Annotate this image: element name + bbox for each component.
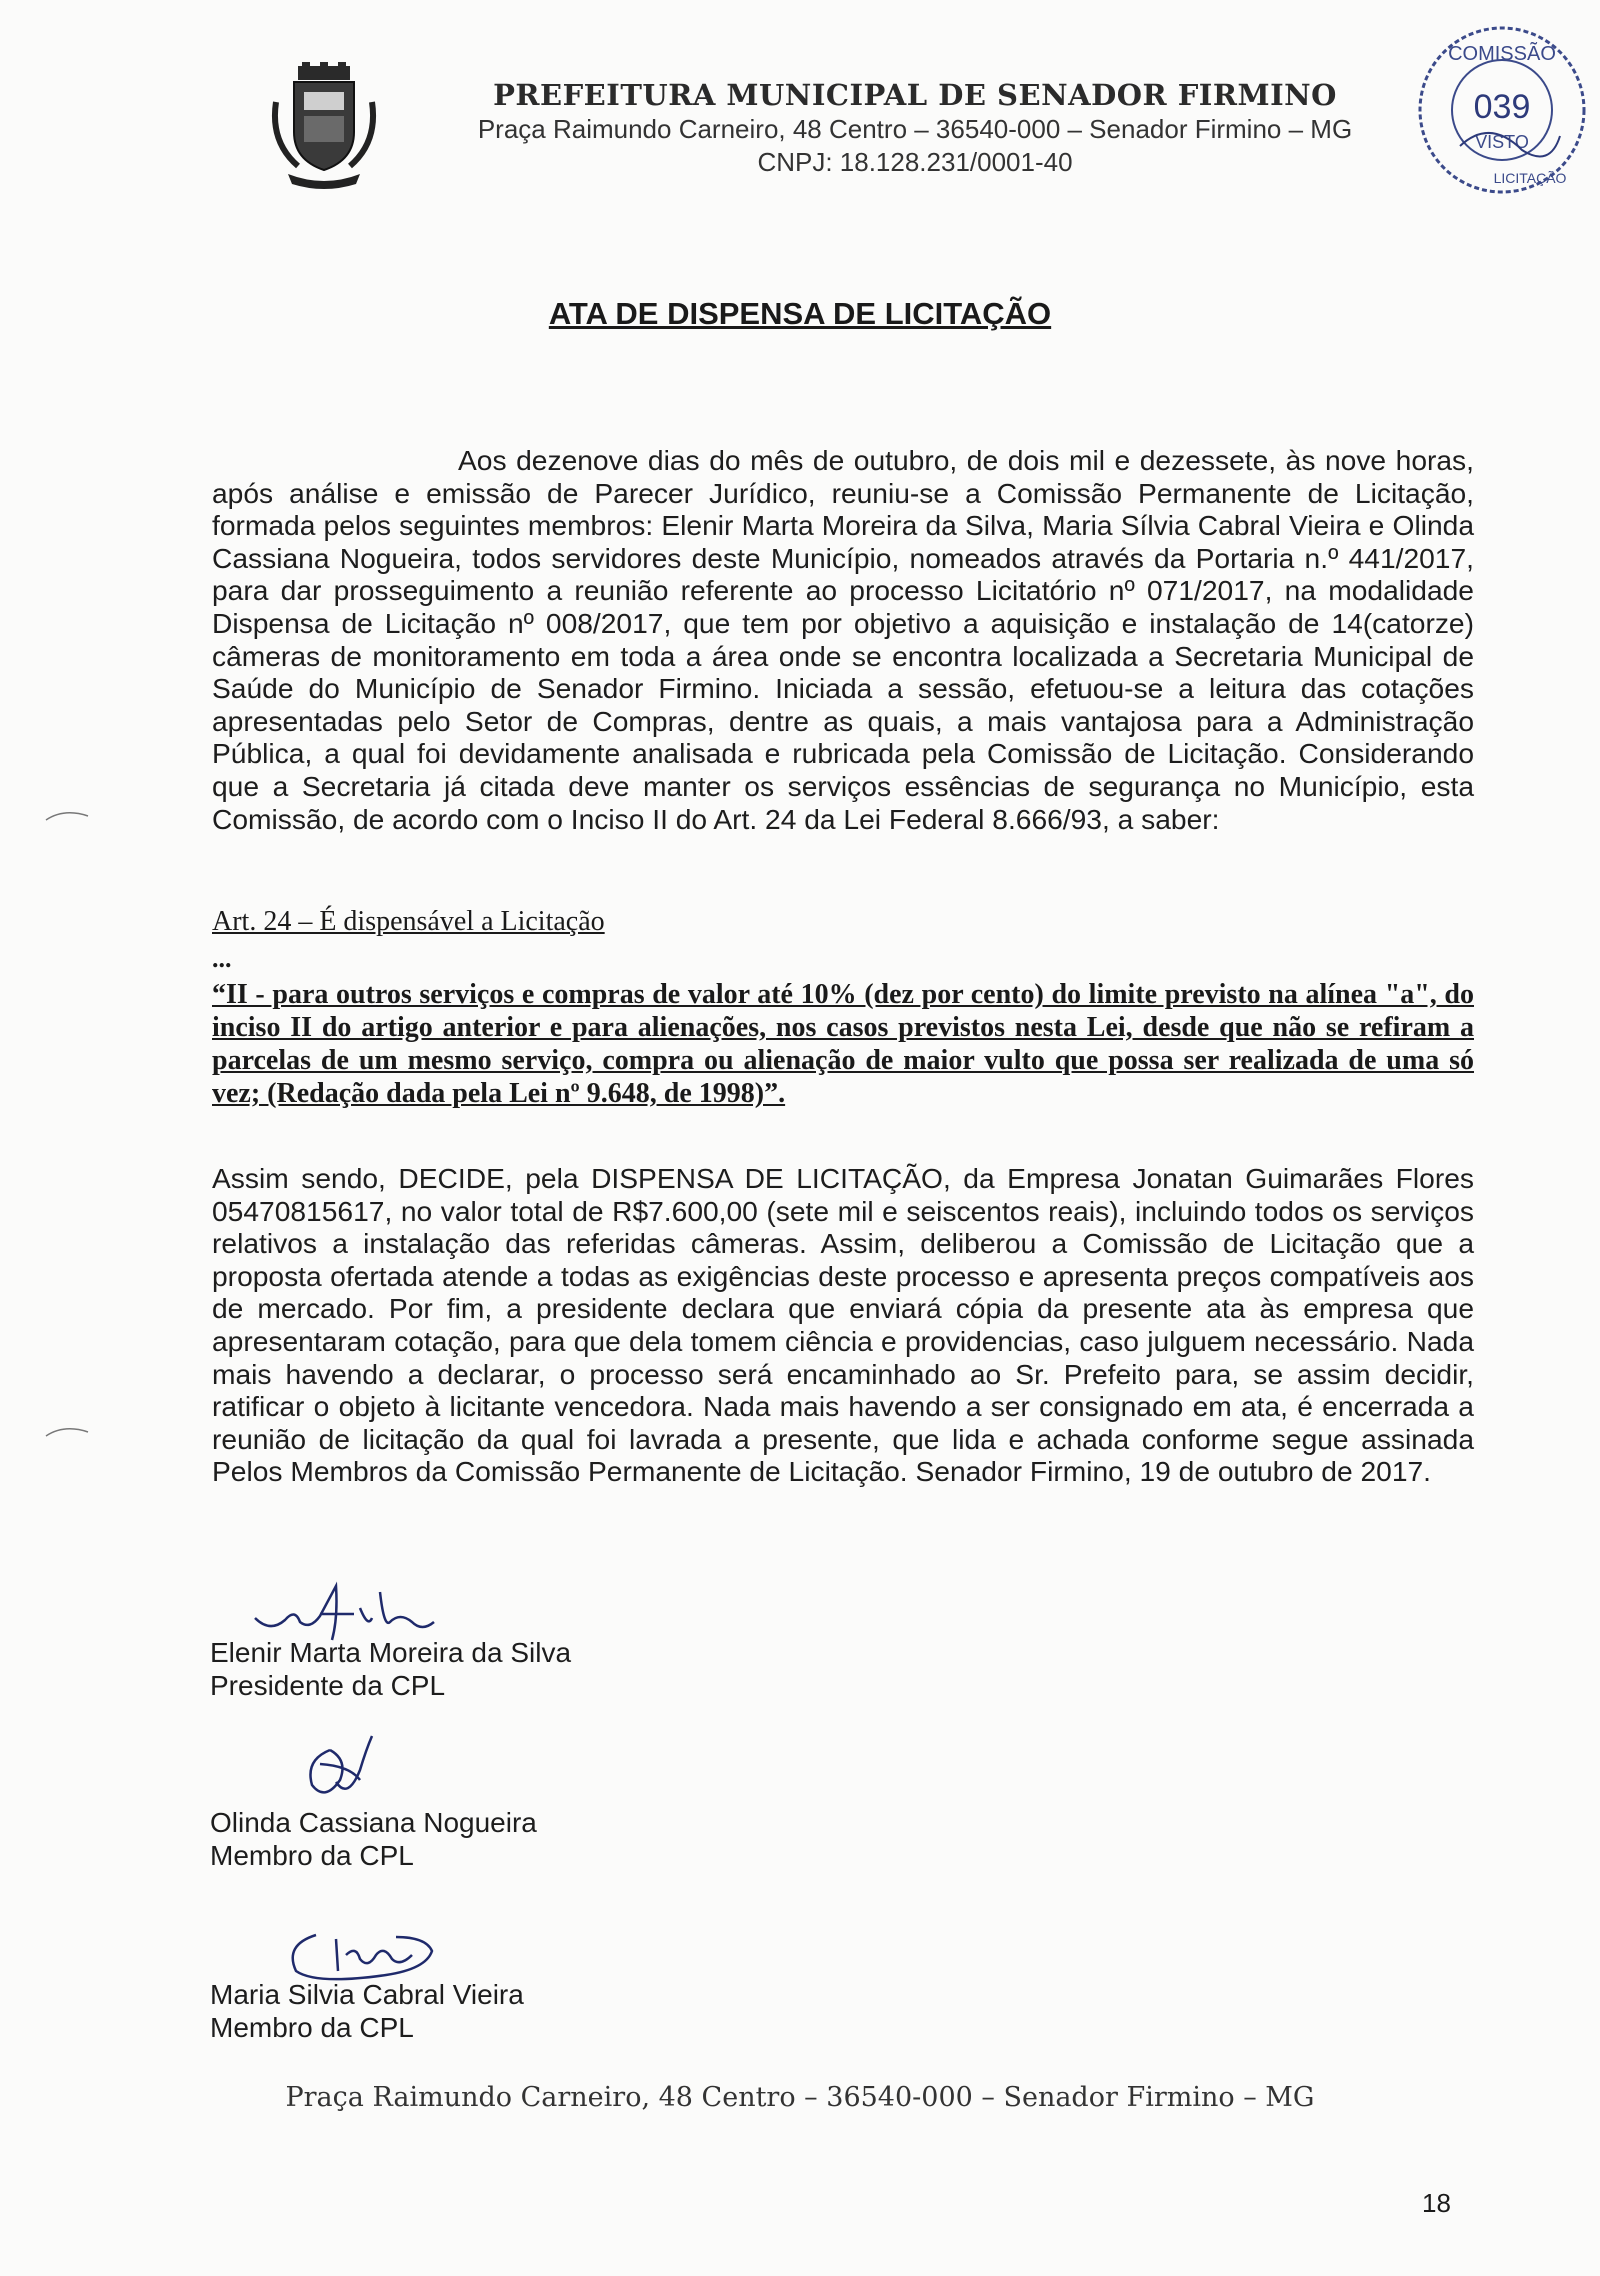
signature-scrawl-olinda — [300, 1730, 390, 1810]
signature-block-member-1 — [210, 1806, 537, 1872]
signer-name: Maria Silvia Cabral Vieira — [210, 1979, 524, 2010]
stamp-top-text: COMISSÃO — [1448, 43, 1556, 65]
paragraph-decision: Assim sendo, DECIDE, pela DISPENSA DE LICITAÇÃO, da Empresa Jonatan Guimarães Flores 05470815617, no valor total de R$7.600,00 (sete mil e seiscentos reais), incluindo todos os serviços relativos a instalação das referidas câmeras. Assim, deliberou a Comissão de Licitação que a proposta ofertada atende a todas as exigências deste processo e apresenta preços compatíveis aos de mercado. Por fim, a presidente declara que enviará cópia da presente ata às empresa que apresentaram cotação, para que dela tomem ciência e providencias, caso julguem necessário. Nada mais havendo a declarar, o processo será encaminhado ao Sr. Prefeito para, se assim decidir, ratificar o objeto à licitante vencedora. Nada mais havendo a ser consignado em ata, é encerrada a reunião de licitação da qual foi lavrada a presente, que lida e achada conforme segue assinada Pelos Membros da Comissão Permanente de Licitação. Senador Firmino, 19 de outubro de 2017. — [212, 1162, 1474, 1488]
signer-name: Elenir Marta Moreira da Silva — [210, 1637, 572, 1668]
signer-role: Membro da CPL — [210, 2012, 414, 2043]
paragraph-opening: Aos dezenove dias do mês de outubro, de dois mil e dezessete, às nove horas, após análise e emissão de Parecer Jurídico, reuniu-se a Comissão Permanente de Licitação, formada pelos seguintes membros: Elenir Marta Moreira da Silva, Maria Sílvia Cabral Vieira e Olinda Cassiana Nogueira, todos servidores deste Município, nomeados através da Portaria n.º 441/2017, para dar prosseguimento a reunião referente ao processo Licitatório nº 071/2017, na modalidade Dispensa de Licitação nº 008/2017, que tem por objetivo a aquisição e instalação de 14(catorze) câmeras de monitoramento em toda a área onde se encontra localizada a Secretaria Municipal de Saúde do Município de Senador Firmino. Iniciada a sessão, efetuou-se a leitura das cotações apresentadas pelo Setor de Compras, dentre as quais, a mais vantajosa para a Administração Pública, a qual foi devidamente analisada e rubricada pela Comissão de Licitação. Considerando que a Secretaria já citada deve manter os serviços essências de segurança no Município, esta Comissão, de acordo com o Inciso II do Art. 24 da Lei Federal 8.666/93, a saber: — [212, 444, 1474, 835]
stamp-visto: VISTO — [1475, 132, 1529, 152]
header-cnpj: CNPJ: 18.128.231/0001-40 — [757, 147, 1073, 177]
signature-block-member-2 — [210, 1978, 524, 2044]
document-title: ATA DE DISPENSA DE LICITAÇÃO — [548, 296, 1052, 331]
page-number: 18 — [1422, 2188, 1451, 2218]
signer-name: Olinda Cassiana Nogueira — [210, 1807, 537, 1838]
footer-address: Praça Raimundo Carneiro, 48 Centro – 36540-000 – Senador Firmino – MG — [285, 2082, 1315, 2113]
coat-of-arms-logo — [268, 62, 380, 190]
municipality-name: PREFEITURA MUNICIPAL DE SENADOR FIRMINO — [493, 78, 1337, 112]
article-heading: Art. 24 – É dispensável a Licitação — [212, 906, 605, 937]
law-quote: “II - para outros serviços e compras de valor até 10% (dez por cento) do limite previsto na alínea "a", do inciso II do artigo anterior e para alienações, nos casos previstos nesta Lei, desde que não se refiram a parcelas de um mesmo serviço, compra ou alienação de maior vulto que possa ser realizada de uma só vez; (Redação dada pela Lei nº 9.648, de 1998)”. — [212, 979, 1474, 1109]
letterhead — [420, 78, 1410, 178]
signer-role: Presidente da CPL — [210, 1670, 446, 1701]
header-address: Praça Raimundo Carneiro, 48 Centro – 36540-000 – Senador Firmino – MG — [477, 114, 1353, 144]
stamp-bottom-text: LICITAÇÃO — [1493, 170, 1567, 186]
ellipsis: ... — [212, 944, 232, 973]
margin-mark — [44, 808, 94, 822]
margin-mark — [44, 1424, 94, 1438]
commission-stamp — [1410, 18, 1595, 203]
signer-role: Membro da CPL — [210, 1840, 414, 1871]
stamp-number: 039 — [1473, 88, 1531, 126]
signature-block-president — [210, 1636, 571, 1702]
